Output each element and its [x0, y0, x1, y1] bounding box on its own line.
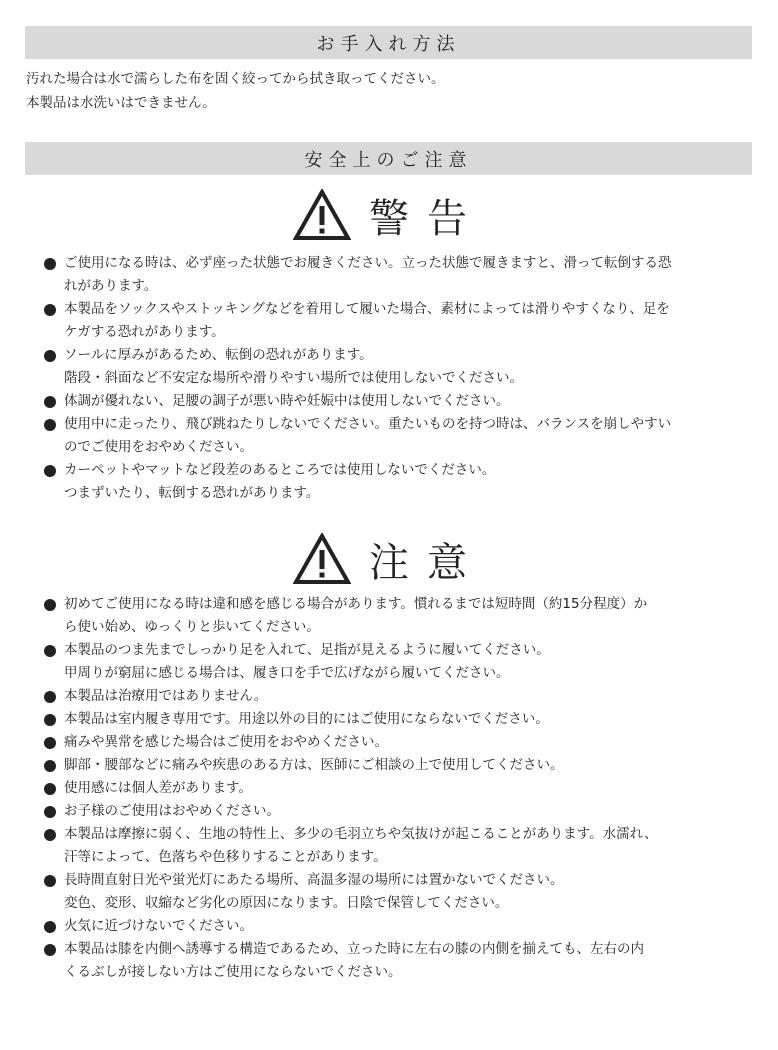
- notice-item-line: 体調が優れない、足腰の調子が悪い時や妊娠中は使用しないでください。: [64, 393, 510, 409]
- notice-item: [44, 777, 754, 800]
- notice-item-line: 本製品は室内履き専用です。用途以外の目的にはご使用にならないでください。: [64, 711, 549, 727]
- notice-item-line: 本製品は膝を内側へ誘導する構造であるため、立った時に左右の膝の内側を揃えても、左右の内: [64, 941, 644, 957]
- care-line: 本製品は水洗いはできません。: [26, 95, 216, 111]
- caution-list: [44, 593, 754, 984]
- warning-list: [44, 252, 754, 505]
- notice-item: [44, 800, 754, 823]
- warning-heading: [0, 188, 778, 242]
- notice-item-line: カーペットやマットなど段差のあるところでは使用しないでください。: [64, 462, 496, 478]
- notice-item-line: 火気に近づけないでください。: [64, 918, 253, 934]
- notice-item: [44, 413, 754, 459]
- notice-item: [44, 823, 754, 869]
- notice-item: [44, 915, 754, 938]
- notice-item-line: 汗等によって、色落ちや色移りすることがあります。: [64, 849, 387, 865]
- notice-item-line: ご使用になる時は、必ず座った状態でお履きください。立った状態で履きますと、滑って転倒する恐: [64, 255, 672, 271]
- care-line: 汚れた場合は水で濡らした布を固く絞ってから拭き取ってください。: [26, 71, 445, 87]
- notice-item: [44, 639, 754, 685]
- warning-triangle-icon: [293, 189, 351, 241]
- notice-item-line: 階段・斜面など不安定な場所や滑りやすい場所では使用しないでください。: [64, 370, 523, 386]
- notice-item-line: 本製品をソックスやストッキングなどを着用して履いた場合、素材によっては滑りやすくなり、足を: [64, 301, 670, 317]
- notice-item-line: くるぶしが接しない方はご使用にならないでください。: [64, 964, 402, 980]
- care-section-title: お手入れ方法: [316, 33, 461, 55]
- notice-item-line: ソールに厚みがあるため、転倒の恐れがあります。: [64, 347, 373, 363]
- notice-item: [44, 685, 754, 708]
- notice-item: [44, 298, 754, 344]
- notice-item: [44, 593, 754, 639]
- notice-item-line: 使用感には個人差があります。: [64, 780, 252, 796]
- caution-heading: [0, 532, 778, 586]
- notice-item-line: 使用中に走ったり、飛び跳ねたりしないでください。重たいものを持つ時は、バランスを崩しやすい: [64, 416, 672, 432]
- warning-heading-text: 警告: [369, 195, 485, 242]
- notice-item-line: のでご使用をおやめください。: [64, 439, 253, 455]
- caution-triangle-icon: [293, 533, 351, 585]
- notice-item-line: れがあります。: [64, 278, 158, 294]
- notice-item-line: 本製品は治療用ではありません。: [64, 688, 268, 704]
- notice-item: [44, 938, 754, 984]
- notice-item-line: ケガする恐れがあります。: [64, 324, 225, 340]
- notice-item-line: 脚部・腰部などに痛みや疾患のある方は、医師にご相談の上で使用してください。: [64, 757, 564, 773]
- safety-section-header: [25, 142, 752, 175]
- care-instructions: [26, 67, 445, 115]
- safety-section-title: 安全上のご注意: [304, 149, 473, 171]
- notice-item-line: 本製品のつま先までしっかり足を入れて、足指が見えるように履いてください。: [64, 642, 550, 658]
- notice-item-line: 甲周りが窮屈に感じる場合は、履き口を手で広げながら履いてください。: [64, 665, 510, 681]
- notice-item-line: ら使い始め、ゆっくりと歩いてください。: [64, 619, 320, 635]
- notice-item-line: つまずいたり、転倒する恐れがあります。: [64, 485, 320, 501]
- notice-item: [44, 459, 754, 505]
- notice-item: [44, 731, 754, 754]
- notice-item-line: 痛みや異常を感じた場合はご使用をおやめください。: [64, 734, 388, 750]
- notice-item: [44, 390, 754, 413]
- notice-item: [44, 869, 754, 915]
- notice-item: [44, 344, 754, 390]
- care-section-header: [25, 26, 752, 59]
- notice-item-line: お子様のご使用はおやめください。: [64, 803, 280, 819]
- notice-item-line: 長時間直射日光や蛍光灯にあたる場所、高温多湿の場所には置かないでください。: [64, 872, 564, 888]
- notice-item: [44, 754, 754, 777]
- notice-item: [44, 708, 754, 731]
- notice-item-line: 変色、変形、収縮など劣化の原因になります。日陰で保管してください。: [64, 895, 509, 911]
- notice-item: [44, 252, 754, 298]
- caution-heading-text: 注意: [369, 539, 485, 586]
- notice-item-line: 初めてご使用になる時は違和感を感じる場合があります。慣れるまでは短時間（約15分程度）か: [64, 596, 648, 612]
- notice-item-line: 本製品は摩擦に弱く、生地の特性上、多少の毛羽立ちや気抜けが起こることがあります。水濡れ、: [64, 826, 658, 842]
